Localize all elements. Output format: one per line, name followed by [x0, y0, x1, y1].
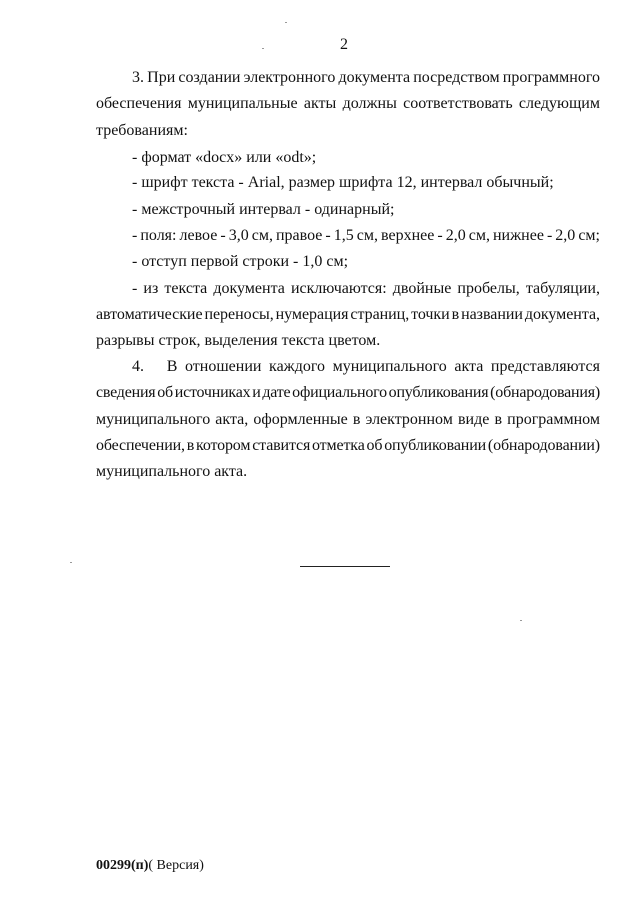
text-line: муниципального акта, оформленные в электронном виде в программном [96, 411, 600, 428]
text-line: обеспечения муниципальные акты должны соответствовать следующим [96, 95, 600, 112]
footer-code: 00299(п) [96, 858, 149, 873]
text-line: муниципального акта. [96, 463, 248, 480]
scan-speck [70, 562, 72, 563]
text-line: автоматические переносы, нумерация страниц, точки в названии документа, [96, 306, 601, 323]
page-number: 2 [340, 36, 348, 53]
text-line: сведения об источниках и дате официального опубликования (обнародования) [96, 384, 601, 401]
list-item: - поля: левое - 3,0 см, правое - 1,5 см, верхнее - 2,0 см, нижнее - 2,0 см; [132, 227, 601, 244]
list-item: - из текста документа исключаются: двойные пробелы, табуляции, [132, 280, 600, 297]
scan-speck [285, 22, 287, 23]
footer-version: ( Версия) [148, 858, 204, 873]
scan-speck [520, 620, 522, 621]
scan-speck [262, 48, 264, 49]
footer-document-code [96, 858, 204, 874]
text-line: требованиям: [96, 122, 188, 139]
list-item: - межстрочный интервал - одинарный; [132, 201, 395, 218]
list-item: - отступ первой строки - 1,0 см; [132, 253, 349, 270]
list-item: - формат «docx» или «odt»; [132, 149, 317, 166]
text-line: 3. При создании электронного документа посредством программного [132, 69, 601, 86]
text-line: 4. В отношении каждого муниципального акта представляются [132, 358, 600, 375]
list-item: - шрифт текста - Arial, размер шрифта 12, интервал обычный; [132, 174, 554, 191]
text-line: обеспечении, в котором ставится отметка об опубликовании (обнародовании) [96, 437, 600, 454]
text-line: разрывы строк, выделения текста цветом. [96, 332, 381, 349]
end-separator-line [300, 566, 390, 567]
